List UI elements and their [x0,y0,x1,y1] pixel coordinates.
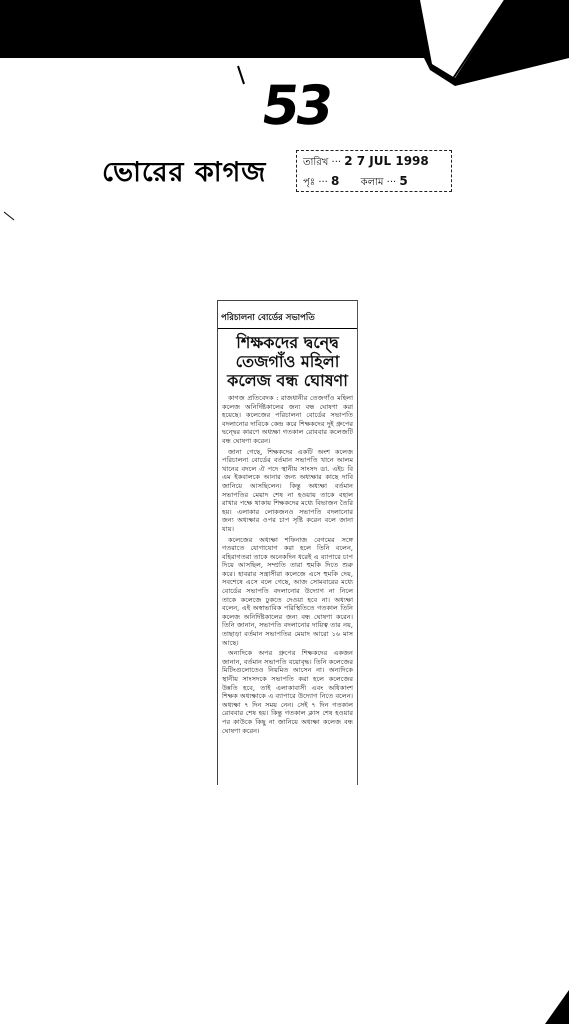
article-kicker: পরিচালনা বোর্ডের সভাপতি [218,301,357,329]
stamp-date-label: তারিখ [303,157,329,168]
article-paragraph-3: কলেজের অধ্যক্ষা শফিনাজ বেগমের সঙ্গে গতরাতে যোগাযোগ করা হলে তিনি বলেন, বহিরাগতরা তাকে অনেকদিন ধরেই এ ব্যাপারে চাপ দিয়ে আসছিল, সম্প্রতি তারা হুমকি দিতে শুরু করে। হাবরার সন্ত্রাসীরা কলেজে এসে হুমকি দেয়, সবশেষে এসে বলে গেছে, আজ সোমবারের মধ্যে বোর্ডের সভাপতি বদলানোর উদ্যোগ না নিলে তাকে কলেজে ঢুকতে দেওয়া হবে না। অধ্যক্ষা বলেন, এই অস্বাভাবিক পরিস্থিতিতে গতকাল তিনি কলেজ অনির্দিষ্টকালের জন্য বন্ধ ঘোষণা করেন। তিনি জানান, সভাপতি বদলানোর দায়িত্ব তার নয়, তাছাড়া বর্তমান সভাপতির মেয়াদ আরো ১৬ মাস আছে। [222,535,353,647]
date-stamp [296,150,452,192]
left-edge-mark [4,212,14,220]
stamp-page-value: 8 [331,174,340,188]
headline-line-2: তেজগাঁও মহিলা [235,352,340,371]
article-body [218,392,357,739]
stamp-page-label: পৃঃ [303,177,316,188]
pen-mark [238,66,244,84]
stamp-column-label: কলাম [360,177,384,188]
newspaper-masthead: ভোরের কাগজ [102,157,267,188]
headline-line-3: কলেজ বন্ধ ঘোষণা [227,371,348,390]
article-paragraph-1: কাগজ প্রতিবেদক : রাজধানীর তেজগাঁও মহিলা কলেজ অনির্দিষ্টকালের জন্য বন্ধ ঘোষণা করা হয়েছে। কলেজের পরিচালনা বোর্ডের সভাপতি বদলানোর দাবিকে কেন্দ্র করে শিক্ষকদের দুই গ্রুপের দ্বন্দ্বের কারণে অধ্যক্ষা গতকাল রোববার কলেজটি বন্ধ ঘোষণা করেন। [222,394,353,445]
article-paragraph-4: অন্যদিকে অপর গ্রুপের শিক্ষকদের একজন জানান, বর্তমান সভাপতি বয়োবৃদ্ধ। তিনি কলেজের মিটিংগুলোতেও নিয়মিত আসেন না। অন্যদিকে স্থানীয় সাংসদকে সভাপতি করা হলে কলেজের উন্নতি হবে, তাই এলাকাবাসী এবং অধিকাংশ শিক্ষক অধ্যক্ষাকে এ ব্যাপারে উদ্যোগ নিতে বলেন। অধ্যক্ষা ৭ দিন সময় নেন। সেই ৭ দিন গতকাল রোববার শেষ হয়। কিন্তু গতকাল ক্লাস শেষ হওয়ার পর কাউকে কিছু না জানিয়ে অধ্যক্ষা কলেজ বন্ধ ঘোষণা করেন। [222,649,353,735]
stamp-date-row: তারিখ ··· 2 7 JUL 1998 [303,154,429,168]
article-paragraph-2: জানা গেছে, শিক্ষকদের একটি অংশ কলেজ পরিচালনা বোর্ডের বর্তমান সভাপতি খানে আলম খানের বদলে ঐ পদে স্থানীয় সাংসদ ডা. এইচ বি এম ইকবালকে আনার জন্য অধ্যক্ষার কাছে দাবি জানিয়ে আসছিলেন। কিন্তু অধ্যক্ষা বর্তমান সভাপতির মেয়াদ শেষ না হওয়ায় তাকে বহাল রাখার পক্ষে থাকায় শিক্ষকদের মধ্যে বিভাজন তৈরি হয়। এলাকার লোকজনও সভাপতি বদলানোর জন্য অধ্যক্ষার ওপর চাপ সৃষ্টি করেন বলে জানা যায়। [222,447,353,533]
news-clipping [217,300,358,785]
bottom-corner-mark [545,990,569,1024]
article-headline [218,329,357,392]
stamp-page-row: পৃঃ ··· 8 কলাম ··· 5 [303,174,408,188]
handwritten-page-number: 53 [257,74,334,137]
stamp-column-value: 5 [399,174,408,188]
headline-line-1: শিক্ষকদের দ্বন্দ্বে [236,333,339,352]
stamp-date-value: 2 7 JUL 1998 [344,154,429,168]
